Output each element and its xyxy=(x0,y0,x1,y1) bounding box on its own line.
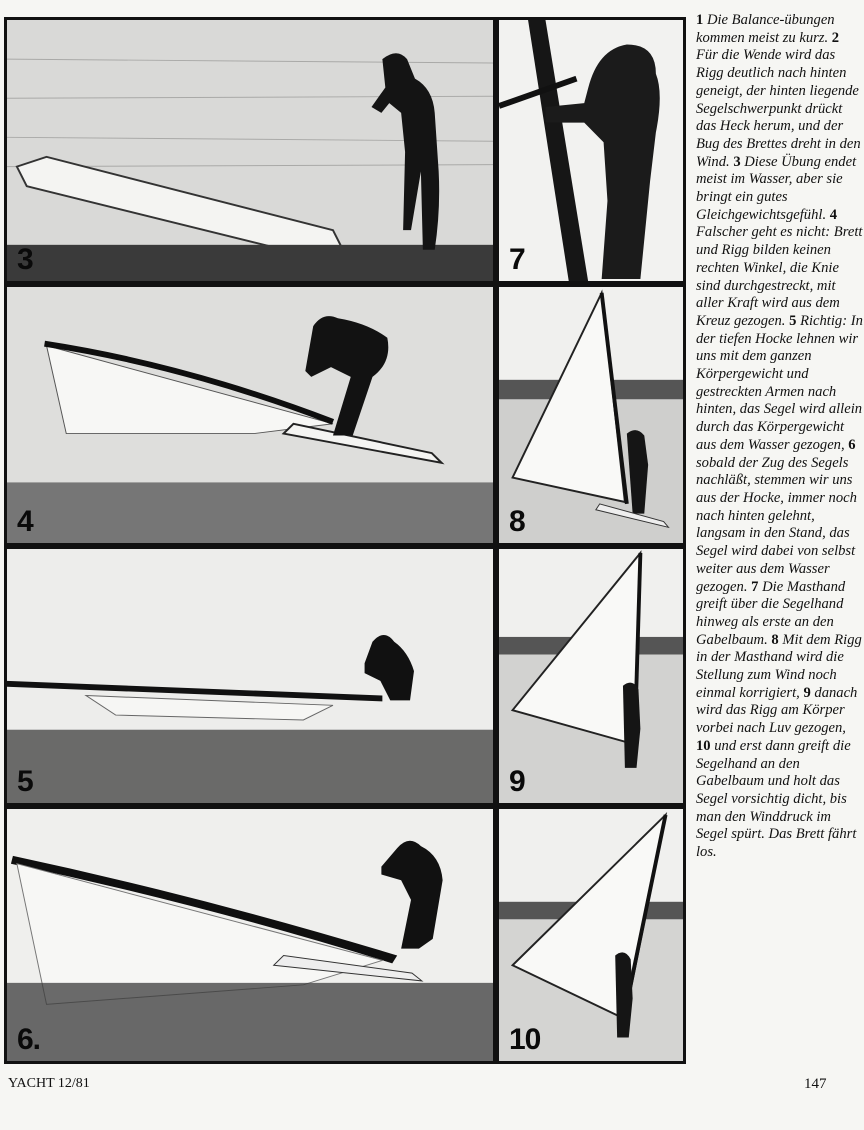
caption-item: Mit dem Rigg in der Masthand wird die Stellung zum Wind noch einmal korrigiert, xyxy=(696,631,862,701)
caption-num: 10 xyxy=(696,737,711,754)
caption-item: Für die Wende wird das Rigg deutlich nach hinten geneigt, der hinten liegende Segelschwerpunkt drückt das Heck herum, und der Bug des Brettes dreht in den Wind. xyxy=(696,47,861,170)
caption-num: 5 xyxy=(789,312,797,329)
photo-4-image xyxy=(7,287,493,543)
photo-5-image xyxy=(7,549,493,803)
photo-label: 10 xyxy=(509,1023,541,1056)
photo-8 xyxy=(496,284,686,546)
photo-label: 4 xyxy=(17,505,33,538)
caption-item: Die Masthand greift über die Segelhand hinweg als erste an den Gabelbaum. xyxy=(696,578,846,648)
photo-10 xyxy=(496,806,686,1064)
caption-num: 3 xyxy=(733,153,741,170)
photo-label: 8 xyxy=(509,505,525,538)
caption-item: sobald der Zug des Segels nachläßt, stemmen wir uns aus der Hocke, immer noch nach hinten gelehnt, langsam in den Stand, das Segel wird dabei von selbst weiter aus dem Wasser gezogen. xyxy=(696,454,857,595)
photo-label: 5 xyxy=(17,765,33,798)
photo-3 xyxy=(4,17,496,284)
photo-8-image xyxy=(499,287,683,543)
footer-issue: YACHT 12/81 xyxy=(8,1076,90,1091)
caption-item: Falscher geht es nicht: Brett und Rigg bilden keinen rechten Winkel, die Knie sind durchgestreckt, mit aller Kraft wird aus dem Kreuz gezogen. xyxy=(696,224,863,329)
photo-label: 3 xyxy=(17,243,33,276)
caption-num: 7 xyxy=(751,578,759,595)
photo-label: 6. xyxy=(17,1023,41,1056)
caption-item: Diese Übung endet meist im Wasser, aber sie bringt ein gutes Gleichgewichtsgefühl. xyxy=(696,153,857,223)
caption-num: 1 xyxy=(696,12,704,28)
caption-item: Richtig: In der tiefen Hocke lehnen wir uns mit dem ganzen Körpergewicht und gestreckten Armen nach hinten, das Segel wird allein durch das Körpergewicht aus dem Wasser gezogen, xyxy=(696,312,863,453)
photo-5 xyxy=(4,546,496,806)
footer-page-number: 147 xyxy=(804,1076,827,1092)
caption-num: 8 xyxy=(771,631,779,648)
photo-7 xyxy=(496,17,686,284)
photo-7-image xyxy=(499,20,683,281)
caption-text xyxy=(696,12,864,862)
caption-num: 2 xyxy=(831,29,840,46)
photo-9-image xyxy=(499,549,683,803)
photo-6-image xyxy=(7,809,493,1061)
caption-item: danach wird das Rigg am Körper vorbei nach Luv gezogen, xyxy=(696,684,858,737)
caption-num: 4 xyxy=(829,206,838,223)
photo-label: 7 xyxy=(509,243,525,276)
caption-num: 9 xyxy=(803,684,811,701)
caption-item: Die Balance-übungen kommen meist zu kurz. xyxy=(696,12,835,46)
photo-4 xyxy=(4,284,496,546)
photo-3-image xyxy=(7,20,493,281)
photo-9 xyxy=(496,546,686,806)
photo-label: 9 xyxy=(509,765,525,798)
caption-num: 6 xyxy=(848,436,856,453)
caption-item: und erst dann greift die Segelhand an den Gabelbaum und holt das Segel vorsichtig dicht, bis man den Winddruck im Segel spürt. Das Brett fährt los. xyxy=(696,737,857,861)
photo-6 xyxy=(4,806,496,1064)
